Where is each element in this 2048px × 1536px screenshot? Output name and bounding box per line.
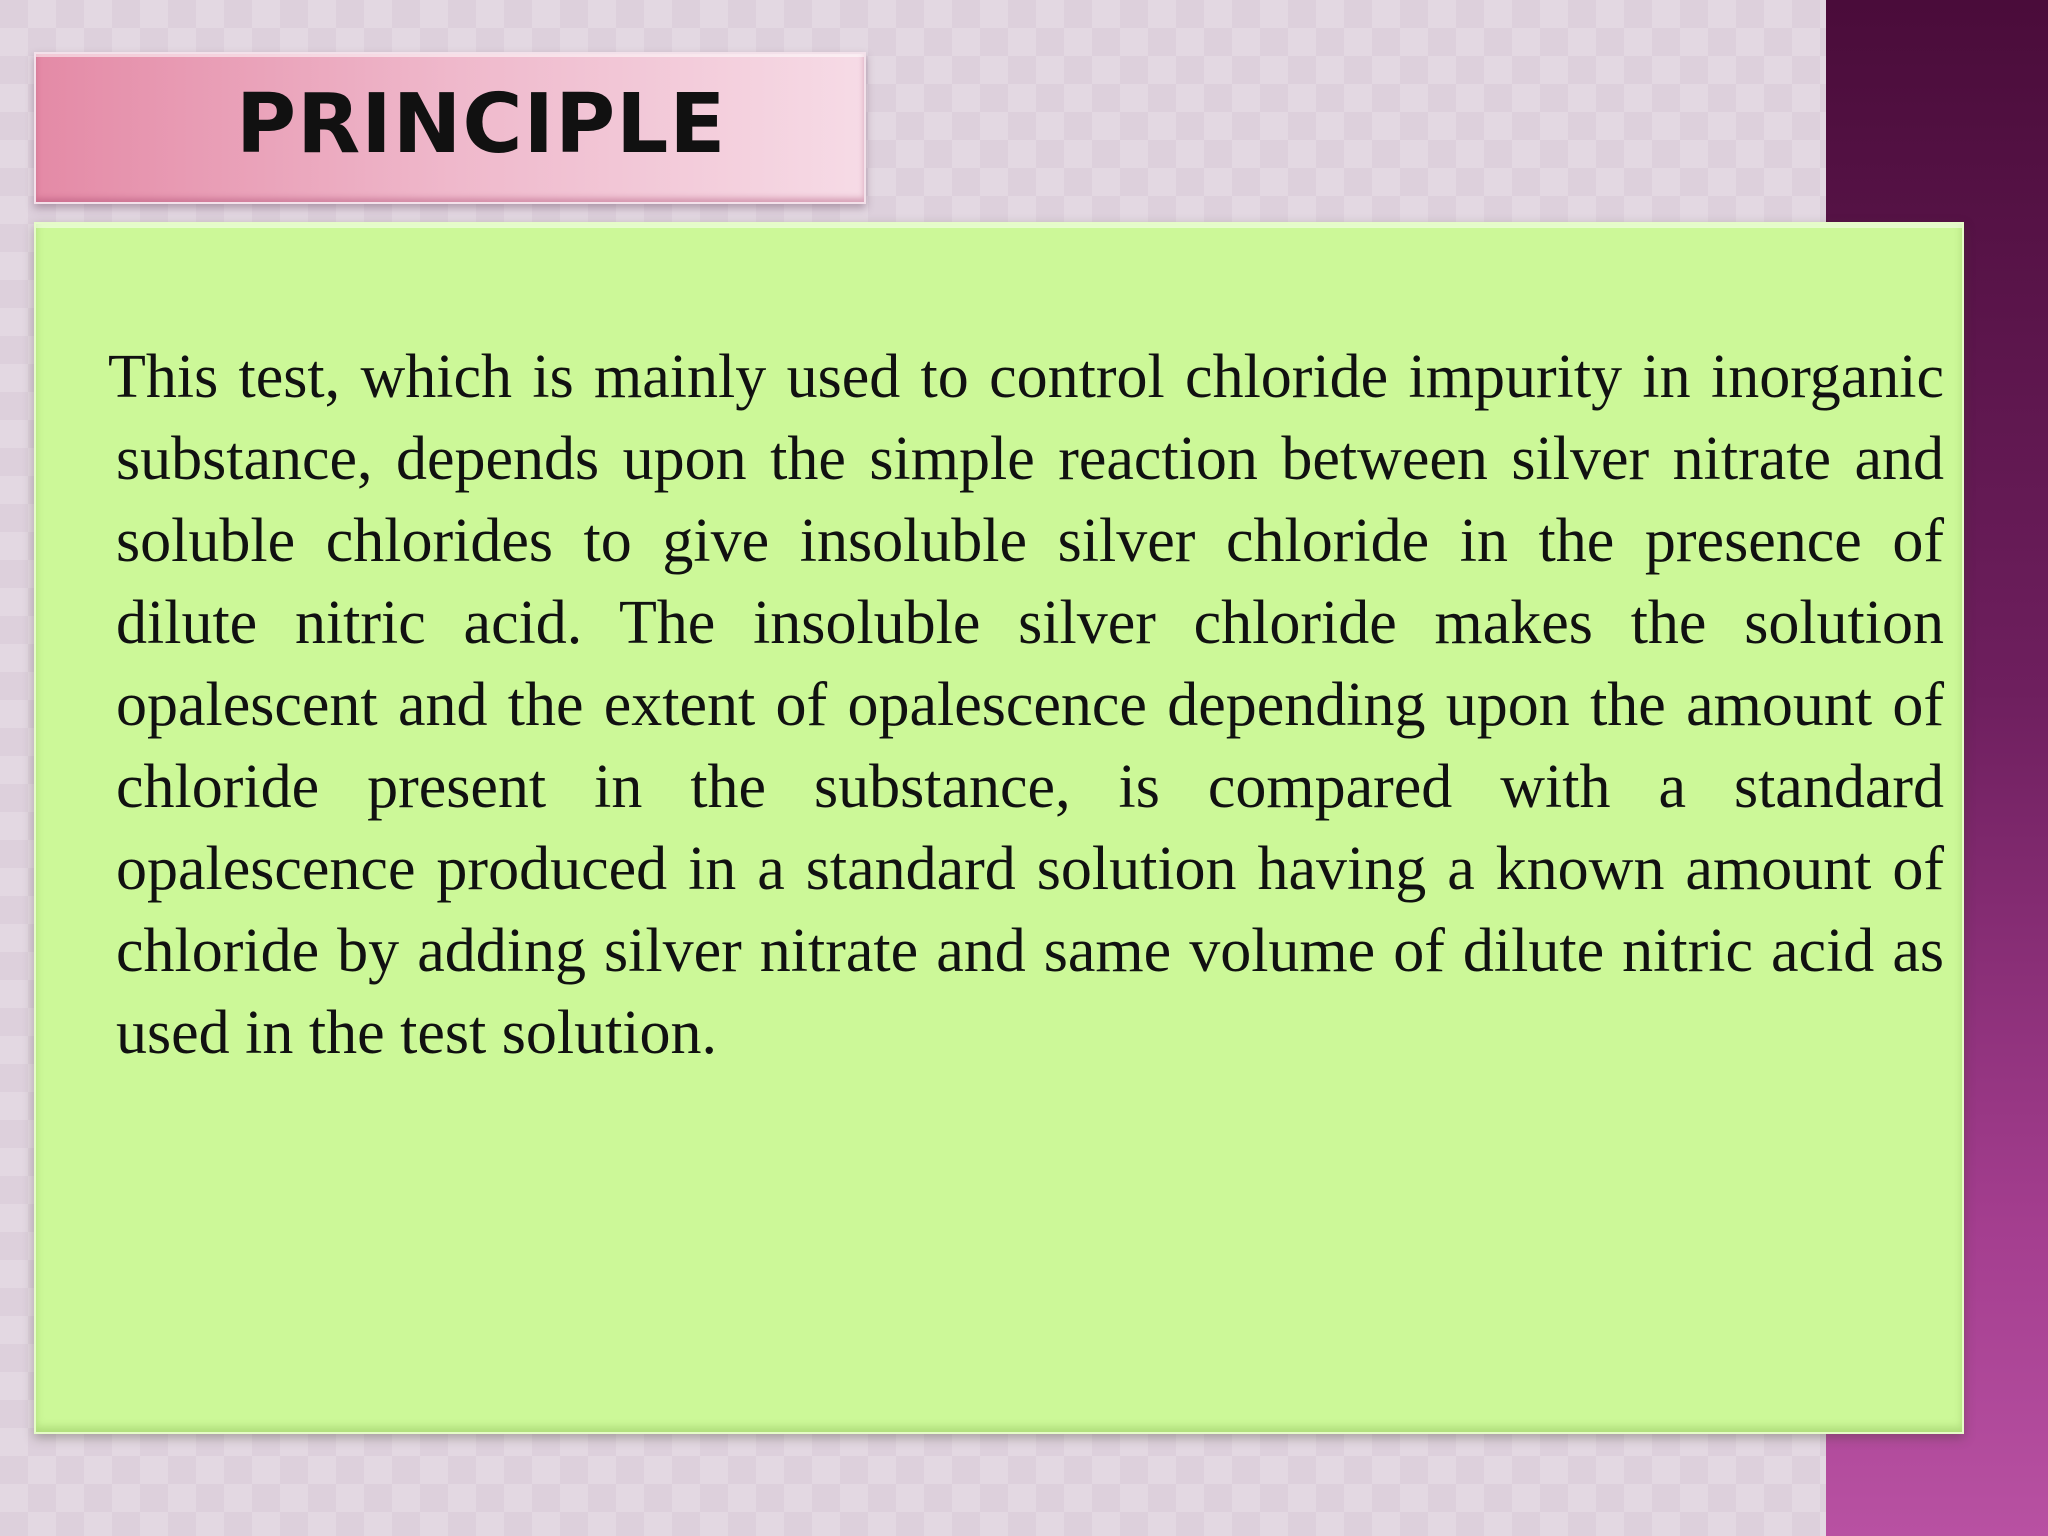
content-panel	[34, 222, 1964, 1434]
slide-title: PRINCIPLE	[236, 77, 727, 172]
title-banner	[34, 52, 866, 204]
principle-paragraph: This test, which is mainly used to control chloride impurity in inorganic substance, depends upon the simple reaction between silver nitrate and soluble chlorides to give insoluble silver chloride in the presence of dilute nitric acid. The insoluble silver chloride makes the solution opalescent and the extent of opalescence depending upon the amount of chloride present in the substance, is compared with a standard opalescence produced in a standard solution having a known amount of chloride by adding silver nitrate and same volume of dilute nitric acid as used in the test solution.	[108, 343, 1944, 1067]
